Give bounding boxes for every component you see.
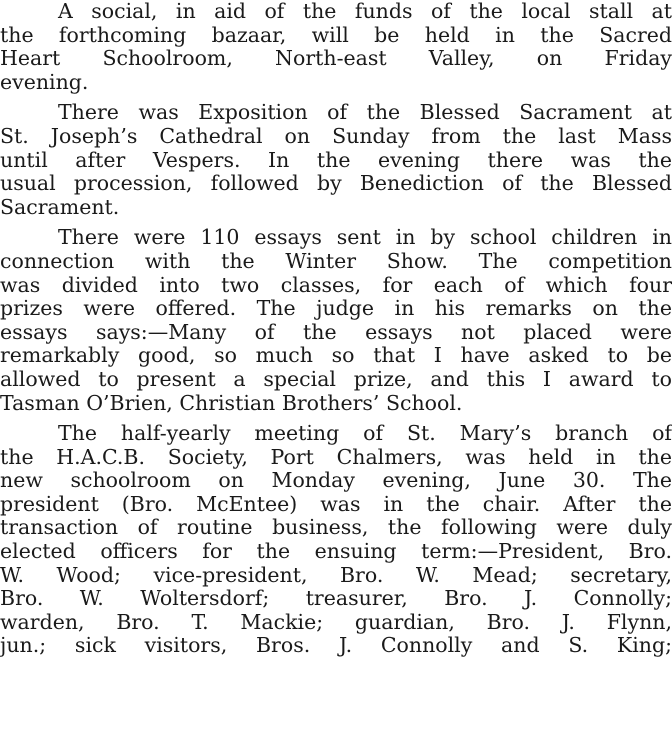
text-line: jun.; sick visitors, Bros. J. Connolly and S. King; xyxy=(0,634,672,658)
text-line: allowed to present a special prize, and this I award to xyxy=(0,367,672,391)
text-line: St. Joseph’s Cathedral on Sunday from the last Mass xyxy=(0,124,672,148)
text-line: prizes were offered. The judge in his remarks on the xyxy=(0,297,672,321)
text-line: transaction of routine business, the following were duly xyxy=(0,516,672,540)
paragraph-exposition xyxy=(0,101,672,219)
paragraph-social xyxy=(0,0,672,94)
paragraph-essays xyxy=(0,226,672,415)
text-line: warden, Bro. T. Mackie; guardian, Bro. J. Flynn, xyxy=(0,610,672,634)
text-line: elected officers for the ensuing term:—President, Bro. xyxy=(0,540,672,564)
text-line: new schoolroom on Monday evening, June 30. The xyxy=(0,469,672,493)
text-line: usual procession, followed by Benediction of the Blessed xyxy=(0,172,672,196)
text-line: was divided into two classes, for each of which four xyxy=(0,273,672,297)
text-line: Heart Schoolroom, North-east Valley, on Friday xyxy=(0,47,672,71)
text-line: the forthcoming bazaar, will be held in the Sacred xyxy=(0,23,672,47)
text-line: connection with the Winter Show. The competition xyxy=(0,249,672,273)
text-line: W. Wood; vice-president, Bro. W. Mead; secretary, xyxy=(0,563,672,587)
text-line: the H.A.C.B. Society, Port Chalmers, was held in the xyxy=(0,445,672,469)
text-line: president (Bro. McEntee) was in the chair. After the xyxy=(0,492,672,516)
text-line: evening. xyxy=(0,70,89,94)
text-line: The half-yearly meeting of St. Mary’s branch of xyxy=(58,422,672,446)
text-line: essays says:—Many of the essays not placed were xyxy=(0,320,672,344)
text-line: until after Vespers. In the evening there was the xyxy=(0,148,672,172)
text-line: Bro. W. Woltersdorf; treasurer, Bro. J. Connolly; xyxy=(0,587,672,611)
text-line: remarkably good, so much so that I have asked to be xyxy=(0,344,672,368)
paragraph-hacb-meeting xyxy=(0,422,672,658)
text-line: Tasman O’Brien, Christian Brothers’ School. xyxy=(0,391,463,415)
text-line: There were 110 essays sent in by school children in xyxy=(58,226,672,250)
text-line: There was Exposition of the Blessed Sacrament at xyxy=(58,101,672,125)
text-line: A social, in aid of the funds of the local stall at xyxy=(58,0,672,23)
text-line: Sacrament. xyxy=(0,195,120,219)
